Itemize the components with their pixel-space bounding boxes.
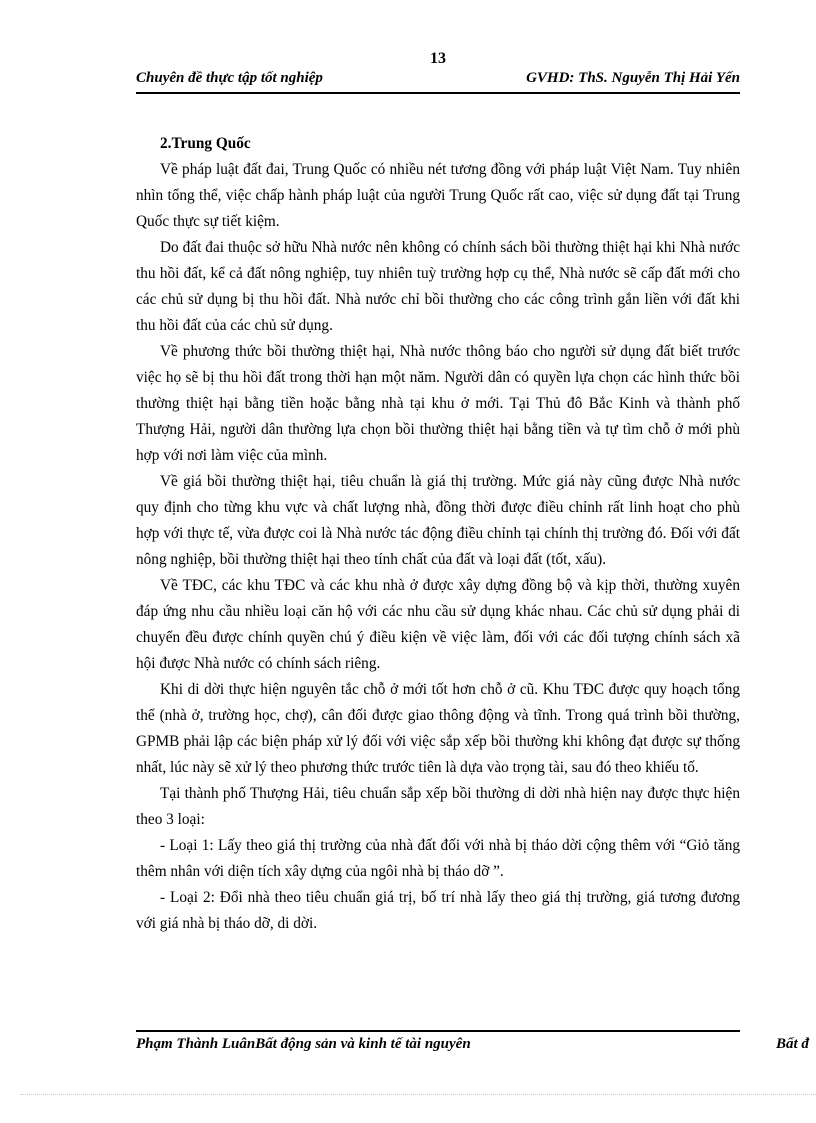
paragraph: Về phương thức bồi thường thiệt hại, Nhà nước thông báo cho người sử dụng đất biết trước việc họ sẽ bị thu hồi đất trong thời hạn một năm. Người dân có quyền lựa chọn các hình thức bồi thường thiệt hại bằng tiền hoặc bằng nhà tại khu ở mới. Tại Thủ đô Bắc Kinh và thành phố Thượng Hải, người dân thường lựa chọn bồi thường thiệt hại bằng tiền và tự tìm chỗ ở mới phù hợp với nơi làm việc của mình. (136, 343, 740, 464)
bottom-dotted-border (20, 1094, 816, 1095)
document-body (136, 131, 740, 937)
footer-divider (136, 1030, 740, 1032)
section-heading: 2.Trung Quốc (160, 135, 251, 152)
header-right-advisor: GVHD: ThS. Nguyễn Thị Hải Yến (526, 70, 740, 86)
paragraph: Khi di dời thực hiện nguyên tắc chỗ ở mới tốt hơn chỗ ở cũ. Khu TĐC được quy hoạch tổng thể (nhà ở, trường học, chợ), cân đối được giao thông động và tĩnh. Trong quá trình bồi thường, GPMB phải lập các biện pháp xử lý đối với việc sắp xếp bồi thường khi không đạt được sự thống nhất, lúc này sẽ xử lý theo phương thức trước tiên là dựa vào trọng tài, sau đó theo khiếu tố. (136, 681, 740, 776)
page-header (136, 70, 740, 94)
list-item: - Loại 1: Lấy theo giá thị trường của nhà đất đối với nhà bị tháo dời cộng thêm với “Giỏ tăng thêm nhân với diện tích xây dựng của ngôi nhà bị tháo dỡ ”. (136, 837, 740, 880)
footer-author: Phạm Thành LuânBất động sản và kinh tế tài nguyên (136, 1036, 471, 1052)
paragraph: Do đất đai thuộc sở hữu Nhà nước nên không có chính sách bồi thường thiệt hại khi Nhà nước thu hồi đất, kể cả đất nông nghiệp, tuy nhiên tuỳ trường hợp cụ thể, Nhà nước sẽ cấp đất mới cho các chủ sử dụng bị thu hồi đất. Nhà nước chỉ bồi thường cho các công trình gắn liền với đất khi thu hồi đất của các chủ sử dụng. (136, 239, 740, 334)
paragraph: Về TĐC, các khu TĐC và các khu nhà ở được xây dựng đồng bộ và kịp thời, thường xuyên đáp ứng nhu cầu nhiều loại căn hộ với các nhu cầu sử dụng khác nhau. Các chủ sử dụng phải di chuyển đều được chính quyền chú ý điều kiện về việc làm, đối với các đối tượng chính sách xã hội được Nhà nước có chính sách riêng. (136, 577, 740, 672)
list-item: - Loại 2: Đổi nhà theo tiêu chuẩn giá trị, bố trí nhà lấy theo giá thị trường, giá tương đương với giá nhà bị tháo dỡ, di dời. (136, 889, 740, 932)
paragraph: Tại thành phố Thượng Hải, tiêu chuẩn sắp xếp bồi thường di dời nhà hiện nay được thực hiện theo 3 loại: (136, 785, 740, 828)
footer-right-text: Bất đ (776, 1036, 809, 1052)
page-number: 13 (430, 50, 446, 67)
paragraph: Về giá bồi thường thiệt hại, tiêu chuẩn là giá thị trường. Mức giá này cũng được Nhà nước quy định cho từng khu vực và chất lượng nhà, đồng thời được điều chỉnh rất linh hoạt cho phù hợp với thực tế, vừa được coi là Nhà nước tác động điều chỉnh tại chính thị trường đó. Đối với đất nông nghiệp, bồi thường thiệt hại theo tính chất của đất và loại đất (tốt, xấu). (136, 473, 740, 568)
paragraph: Về pháp luật đất đai, Trung Quốc có nhiều nét tương đồng với pháp luật Việt Nam. Tuy nhiên nhìn tổng thể, việc chấp hành pháp luật của người Trung Quốc rất cao, việc sử dụng đất tại Trung Quốc thực sự tiết kiệm. (136, 161, 740, 230)
header-left-title: Chuyên đề thực tập tốt nghiệp (136, 70, 323, 86)
page-footer (136, 1036, 816, 1060)
